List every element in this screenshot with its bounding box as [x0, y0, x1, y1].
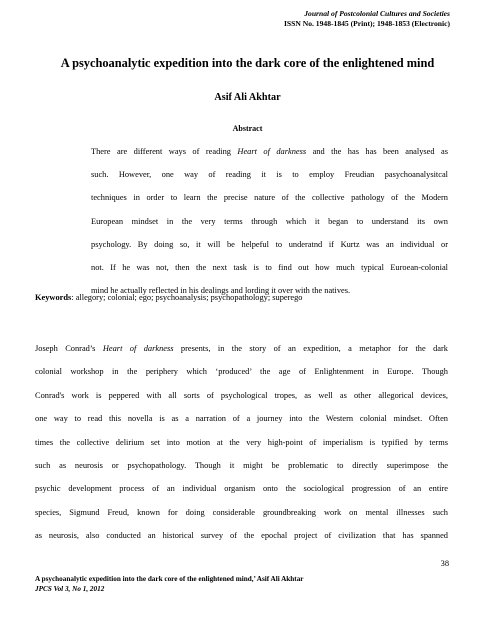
text-run: species, Sigmund Freud, known for doing considerable groundbreaking work on mental illnesses such	[35, 507, 448, 517]
abstract-line	[91, 170, 448, 180]
text-run: mind he actually reflected in his dealings and lording it over with the natives.	[91, 286, 351, 296]
text-run: not. If he was not, then the next task is to find out how much typical Euroean-colonial	[91, 263, 448, 272]
text-run: psychology. By doing so, it will be helpeful to underatnd if Kurtz was an individual or	[91, 239, 448, 249]
body-line	[35, 461, 448, 471]
text-run: Conrad's work is peppered with all sorts of psychological tropes, as well as other allegorical devices,	[35, 390, 448, 400]
abstract-line	[91, 240, 448, 250]
body-line	[35, 391, 448, 401]
issn-line: ISSN No. 1948-1845 (Print); 1948-1853 (Electronic)	[283, 19, 450, 28]
body-line	[35, 508, 448, 518]
text-run: and the has has been analysed as	[306, 147, 448, 156]
body-line	[35, 531, 448, 541]
body-line	[35, 344, 448, 354]
paper-title: A psychoanalytic expedition into the dark core of the enlightened mind	[60, 56, 435, 70]
body-line	[35, 438, 448, 448]
text-run: as neurosis, also conducted an historical survey of the epochal project of civilization that has spanned	[35, 531, 448, 541]
author-name: Asif Ali Akhtar	[214, 92, 281, 103]
keywords-text: : allegory; colonial; ego; psychoanalysis; psychopathology; superego	[71, 293, 303, 302]
journal-name: Journal of Postcolonial Cultures and Societies	[304, 9, 450, 18]
text-run: There are different ways of reading	[91, 147, 238, 156]
footer-volume: JPCS Vol 3, No 1, 2012	[35, 585, 105, 593]
text-run: one way to read this novella is as a narration of a journey into the Western colonial mindset. Often	[35, 414, 448, 424]
body-line	[35, 414, 448, 424]
abstract-line	[91, 147, 448, 157]
text-run: presents, in the story of an expedition, a metaphor for the dark	[173, 344, 448, 353]
keywords-label: Keywords	[35, 293, 72, 302]
text-run: such as neurosis or psychopathology. Though it might be problematic to directly superimpose the	[35, 461, 448, 470]
page-number: 38	[440, 559, 449, 568]
text-run: times the collective delirium set into motion at the very high-point of imperialism is typified by terms	[35, 437, 448, 447]
body-line	[35, 367, 448, 377]
text-run: colonial workshop in the periphery which ‘produced’ the age of Enlightenment in Europe. Though	[35, 367, 448, 377]
text-run: European mindset in the very terms through which it began to understand its own	[91, 216, 448, 226]
italic-title: Heart of darkness	[102, 344, 174, 353]
keywords-line	[35, 293, 303, 302]
body-line	[35, 484, 448, 494]
abstract-line	[91, 193, 448, 203]
text-run: such. However, one way of reading it is to employ Freudian pasychoanalysitcal	[91, 170, 448, 180]
abstract-heading: Abstract	[232, 124, 263, 133]
italic-title: Heart of darkness	[237, 147, 307, 156]
abstract-line	[91, 263, 448, 273]
footer-citation: A psychoanalytic expedition into the dark core of the enlightened mind,’ Asif Ali Akhtar	[35, 575, 304, 583]
text-run: techniques in order to learn the precise nature of the collective pathology of the Modern	[91, 193, 448, 203]
text-run: Joseph Conrad’s	[35, 344, 103, 353]
abstract-line	[91, 217, 448, 227]
text-run: psychic development process of an individual organism onto the sociological progression of an entire	[35, 484, 448, 494]
